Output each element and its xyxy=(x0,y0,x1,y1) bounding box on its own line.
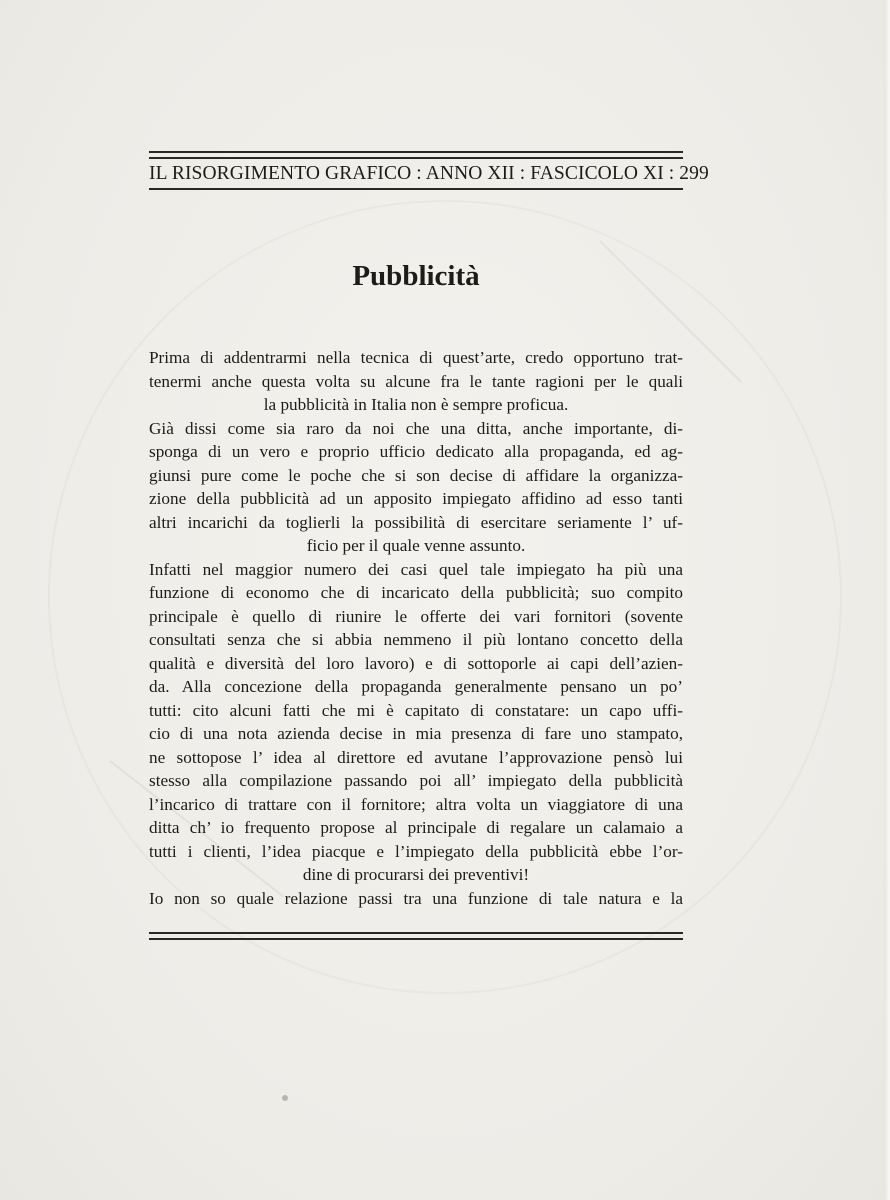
body-line: l’incarico di trattare con il fornitore; altra volta un viaggiatore di una xyxy=(149,794,683,814)
paper-speck xyxy=(282,1095,288,1101)
body-line: stesso alla compilazione passando poi all’ impiegato della pubblicità xyxy=(149,771,683,790)
footer-double-rule xyxy=(149,932,683,940)
body-line: tutti i clienti, l’idea piacque e l’impiegato della pubblicità ebbe l’or- xyxy=(149,841,683,861)
article-title: Pubblicità xyxy=(352,260,480,292)
body-line: Prima di addentrarmi nella tecnica di quest’arte, credo opportuno trat- xyxy=(149,348,683,367)
page-edge xyxy=(884,0,890,1200)
body-line: Già dissi come sia raro da noi che una ditta, anche importante, di- xyxy=(149,418,683,438)
body-line: da. Alla concezione della propaganda generalmente pensano un po’ xyxy=(149,677,683,696)
body-line: altri incarichi da toglierli la possibilità di esercitare seriamente l’ uf- xyxy=(149,512,683,532)
body-line: dine di procurarsi dei preventivi! xyxy=(302,865,530,884)
body-line: cio di una nota azienda decise in mia presenza di fare uno stampato, xyxy=(149,724,683,743)
body-line: sponga di un vero e proprio ufficio dedicato alla propaganda, ed ag- xyxy=(149,442,683,461)
body-line: funzione di economo che di incaricato della pubblicità; suo compito xyxy=(149,583,683,602)
article-body xyxy=(149,346,683,910)
body-line: Io non so quale relazione passi tra una funzione di tale natura e la xyxy=(149,888,683,908)
body-line: tutti: cito alcuni fatti che mi è capitato di constatare: un capo uffi- xyxy=(149,700,683,720)
body-line: ficio per il quale venne assunto. xyxy=(306,536,526,555)
header-rule xyxy=(149,188,683,190)
body-line: la pubblicità in Italia non è sempre proficua. xyxy=(263,395,569,414)
running-header: IL RISORGIMENTO GRAFICO : ANNO XII : FASCICOLO XI : 299 xyxy=(149,163,709,184)
body-line: zione della pubblicità ad un apposito impiegato affidino ad esso tanti xyxy=(149,489,683,508)
header-double-rule xyxy=(149,151,683,159)
body-line: principale è quello di riunire le offerte dei vari fornitori (sovente xyxy=(149,606,683,626)
body-line: qualità e diversità del loro lavoro) e di sottoporle ai capi dell’azien- xyxy=(149,653,683,673)
body-line: Infatti nel maggior numero dei casi quel tale impiegato ha più una xyxy=(149,559,683,579)
body-line: giunsi pure come le poche che si son decise di affidare la organizza- xyxy=(149,465,683,485)
body-line: tenermi anche questa volta su alcune fra le tante ragioni per le quali xyxy=(149,371,683,391)
body-line: ditta ch’ io frequento propose al principale di regalare un calamaio a xyxy=(149,818,683,837)
body-line: ne sottopose l’ idea al direttore ed avutane l’approvazione pensò lui xyxy=(149,747,683,767)
body-line: consultati senza che si abbia nemmeno il più lontano concetto della xyxy=(149,630,683,649)
